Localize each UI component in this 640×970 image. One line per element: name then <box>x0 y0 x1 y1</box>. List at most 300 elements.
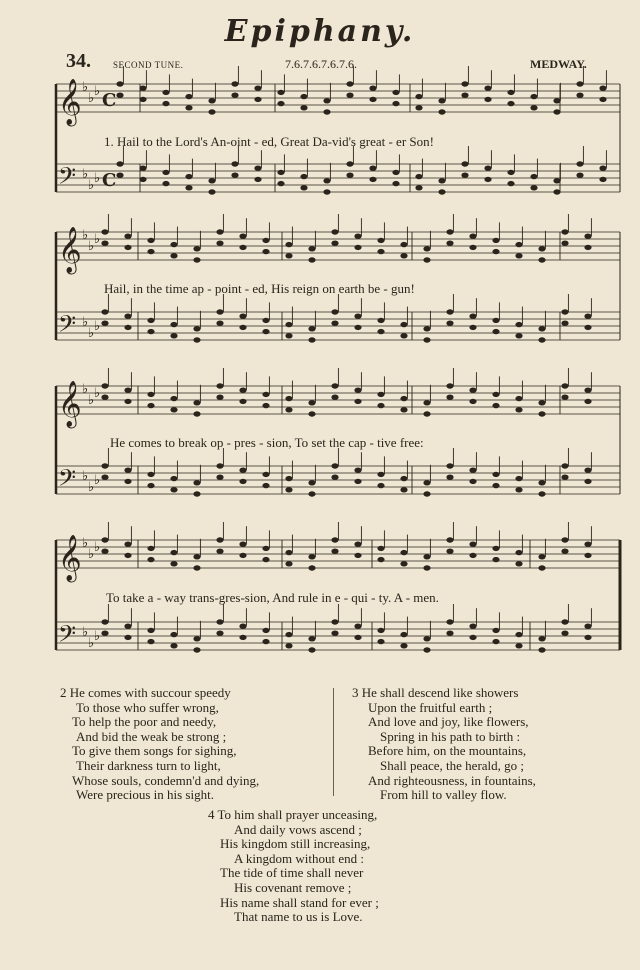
note-head <box>185 185 192 190</box>
note-head <box>193 411 200 416</box>
verse-line: A kingdom without end : <box>234 850 364 866</box>
verse-line: To give them songs for sighing, <box>72 743 237 759</box>
note-head <box>561 463 568 468</box>
flat-icon: ♭ <box>88 91 95 106</box>
note-head <box>239 388 246 393</box>
flat-icon: ♭ <box>94 171 101 186</box>
note-head <box>354 624 361 629</box>
note-head <box>515 643 522 648</box>
note-head <box>576 173 583 178</box>
note-head <box>584 468 591 473</box>
column-divider <box>333 688 334 796</box>
note-head <box>101 631 108 636</box>
note-head <box>124 553 131 558</box>
note-head <box>599 166 606 171</box>
note-head <box>599 97 606 102</box>
note-head <box>438 109 445 114</box>
note-head <box>346 161 353 166</box>
note-head <box>584 245 591 250</box>
note-head <box>469 325 476 330</box>
note-head <box>285 476 292 481</box>
note-head <box>216 619 223 624</box>
note-head <box>354 314 361 319</box>
note-head <box>584 553 591 558</box>
note-head <box>377 628 384 633</box>
note-head <box>400 322 407 327</box>
note-head <box>193 326 200 331</box>
flat-icon: ♭ <box>88 393 95 408</box>
flat-icon: ♭ <box>94 232 101 247</box>
verse-line: Upon the fruitful earth ; <box>368 699 493 715</box>
note-head <box>354 234 361 239</box>
note-head <box>515 632 522 637</box>
note-head <box>561 321 568 326</box>
note-head <box>193 491 200 496</box>
note-head <box>599 86 606 91</box>
note-head <box>446 321 453 326</box>
note-head <box>446 475 453 480</box>
note-head <box>469 624 476 629</box>
note-head <box>538 554 545 559</box>
note-head <box>170 643 177 648</box>
note-head <box>392 90 399 95</box>
verse-line: That name to us is Love. <box>234 909 363 925</box>
note-head <box>423 257 430 262</box>
note-head <box>507 181 514 186</box>
note-head <box>162 181 169 186</box>
note-head <box>354 479 361 484</box>
note-head <box>553 178 560 183</box>
note-head <box>308 565 315 570</box>
bass-clef-icon: 𝄢 <box>58 464 77 497</box>
note-head <box>423 400 430 405</box>
note-head <box>208 189 215 194</box>
note-head <box>124 624 131 629</box>
note-head <box>461 93 468 98</box>
note-head <box>170 407 177 412</box>
note-head <box>101 475 108 480</box>
note-head <box>285 550 292 555</box>
note-head <box>216 463 223 468</box>
note-head <box>139 97 146 102</box>
note-head <box>147 472 154 477</box>
note-head <box>124 314 131 319</box>
note-head <box>216 229 223 234</box>
note-head <box>492 403 499 408</box>
note-head <box>147 329 154 334</box>
note-head <box>124 479 131 484</box>
note-head <box>331 309 338 314</box>
note-head <box>415 185 422 190</box>
note-head <box>446 395 453 400</box>
note-head <box>484 166 491 171</box>
flat-icon: ♭ <box>88 636 95 651</box>
note-head <box>530 185 537 190</box>
note-head <box>285 643 292 648</box>
note-head <box>561 631 568 636</box>
note-head <box>576 161 583 166</box>
note-head <box>239 635 246 640</box>
note-head <box>331 463 338 468</box>
note-head <box>147 639 154 644</box>
note-head <box>354 553 361 558</box>
treble-clef-icon: 𝄞 <box>58 535 82 581</box>
note-head <box>538 491 545 496</box>
note-head <box>170 253 177 258</box>
note-head <box>331 475 338 480</box>
note-head <box>162 170 169 175</box>
note-head <box>139 177 146 182</box>
note-head <box>507 101 514 106</box>
verse-line: 2 He comes with succour speedy <box>60 685 231 700</box>
note-head <box>323 109 330 114</box>
note-head <box>285 561 292 566</box>
note-head <box>423 337 430 342</box>
note-head <box>147 318 154 323</box>
note-head <box>193 246 200 251</box>
flat-icon: ♭ <box>82 625 89 640</box>
note-head <box>170 396 177 401</box>
note-head <box>162 90 169 95</box>
note-head <box>469 635 476 640</box>
note-head <box>231 81 238 86</box>
note-head <box>208 109 215 114</box>
note-head <box>208 98 215 103</box>
note-head <box>147 546 154 551</box>
note-head <box>170 487 177 492</box>
note-head <box>446 463 453 468</box>
verse-line: His name shall stand for ever ; <box>220 894 379 910</box>
note-head <box>216 537 223 542</box>
note-head <box>216 321 223 326</box>
note-head <box>308 246 315 251</box>
note-head <box>492 546 499 551</box>
note-head <box>553 109 560 114</box>
note-head <box>254 86 261 91</box>
flat-icon: ♭ <box>82 228 89 243</box>
note-head <box>469 399 476 404</box>
note-head <box>331 321 338 326</box>
note-head <box>262 483 269 488</box>
note-head <box>415 105 422 110</box>
bass-clef-icon: 𝄢 <box>58 620 77 653</box>
flat-icon: ♭ <box>82 167 89 182</box>
note-head <box>346 81 353 86</box>
note-head <box>308 480 315 485</box>
note-head <box>239 245 246 250</box>
note-head <box>101 395 108 400</box>
note-head <box>124 468 131 473</box>
note-head <box>277 90 284 95</box>
note-head <box>254 166 261 171</box>
note-head <box>561 475 568 480</box>
note-head <box>561 383 568 388</box>
note-head <box>216 549 223 554</box>
verse-3 <box>352 686 536 803</box>
note-head <box>331 229 338 234</box>
note-head <box>239 314 246 319</box>
note-head <box>515 253 522 258</box>
verse-line: 3 He shall descend like showers <box>352 685 519 700</box>
note-head <box>423 565 430 570</box>
note-head <box>331 549 338 554</box>
note-head <box>239 234 246 239</box>
note-head <box>538 246 545 251</box>
note-head <box>193 257 200 262</box>
verse-line: To help the poor and needy, <box>72 714 217 730</box>
note-head <box>377 403 384 408</box>
note-head <box>346 93 353 98</box>
note-head <box>576 81 583 86</box>
verse-4 <box>208 808 379 925</box>
note-head <box>285 396 292 401</box>
note-head <box>400 242 407 247</box>
note-head <box>584 399 591 404</box>
note-head <box>369 86 376 91</box>
note-head <box>262 318 269 323</box>
note-head <box>538 636 545 641</box>
note-head <box>446 631 453 636</box>
note-head <box>400 333 407 338</box>
flat-icon: ♭ <box>82 80 89 95</box>
note-head <box>216 383 223 388</box>
note-head <box>216 631 223 636</box>
tune-name: MEDWAY. <box>530 57 587 71</box>
verse-line: Before him, on the mountains, <box>368 743 527 759</box>
note-head <box>285 487 292 492</box>
note-head <box>515 396 522 401</box>
note-head <box>124 542 131 547</box>
note-head <box>139 86 146 91</box>
note-head <box>584 542 591 547</box>
verse-line: The tide of time shall never <box>220 865 364 881</box>
verse-line: And daily vows ascend ; <box>234 821 362 837</box>
note-head <box>116 161 123 166</box>
note-head <box>392 101 399 106</box>
note-head <box>423 326 430 331</box>
note-head <box>484 86 491 91</box>
note-head <box>262 249 269 254</box>
note-head <box>231 93 238 98</box>
note-head <box>308 636 315 641</box>
note-head <box>553 189 560 194</box>
verse-line: His covenant remove ; <box>234 879 352 895</box>
note-head <box>530 94 537 99</box>
note-head <box>193 565 200 570</box>
note-head <box>231 161 238 166</box>
note-head <box>170 322 177 327</box>
note-head <box>584 624 591 629</box>
note-head <box>216 309 223 314</box>
note-head <box>584 388 591 393</box>
note-head <box>331 537 338 542</box>
note-head <box>515 487 522 492</box>
note-head <box>101 549 108 554</box>
note-head <box>262 238 269 243</box>
note-head <box>369 166 376 171</box>
note-head <box>124 245 131 250</box>
note-head <box>277 101 284 106</box>
note-head <box>208 178 215 183</box>
note-head <box>354 542 361 547</box>
flat-icon: ♭ <box>88 326 95 341</box>
note-head <box>530 105 537 110</box>
note-head <box>101 321 108 326</box>
note-head <box>101 241 108 246</box>
note-head <box>492 639 499 644</box>
note-head <box>377 238 384 243</box>
note-head <box>300 174 307 179</box>
note-head <box>584 234 591 239</box>
note-head <box>308 491 315 496</box>
bass-clef-icon: 𝄢 <box>58 310 77 343</box>
note-head <box>285 242 292 247</box>
note-head <box>277 181 284 186</box>
note-head <box>239 399 246 404</box>
note-head <box>185 174 192 179</box>
time-signature: C <box>102 170 117 191</box>
note-head <box>308 257 315 262</box>
verse-line: From hill to valley flow. <box>380 787 507 803</box>
note-head <box>446 229 453 234</box>
flat-icon: ♭ <box>94 319 101 334</box>
note-head <box>116 81 123 86</box>
note-head <box>446 537 453 542</box>
flat-icon: ♭ <box>88 239 95 254</box>
note-head <box>461 161 468 166</box>
note-head <box>193 400 200 405</box>
note-head <box>392 170 399 175</box>
verse-2 <box>60 686 259 803</box>
note-head <box>369 97 376 102</box>
note-head <box>492 249 499 254</box>
note-head <box>530 174 537 179</box>
note-head <box>469 542 476 547</box>
note-head <box>377 557 384 562</box>
note-head <box>231 173 238 178</box>
note-head <box>323 178 330 183</box>
note-head <box>239 468 246 473</box>
note-head <box>515 561 522 566</box>
note-head <box>446 383 453 388</box>
flat-icon: ♭ <box>94 84 101 99</box>
note-head <box>415 174 422 179</box>
note-head <box>170 242 177 247</box>
note-head <box>492 483 499 488</box>
note-head <box>515 407 522 412</box>
note-head <box>124 388 131 393</box>
note-head <box>423 554 430 559</box>
note-head <box>415 94 422 99</box>
note-head <box>538 326 545 331</box>
lyric-line-3: He comes to break op - pres - sion, To set the cap - tive free: <box>110 435 424 450</box>
flat-icon: ♭ <box>88 480 95 495</box>
note-head <box>185 105 192 110</box>
note-head <box>300 105 307 110</box>
note-head <box>124 234 131 239</box>
note-head <box>354 388 361 393</box>
note-head <box>285 322 292 327</box>
note-head <box>285 632 292 637</box>
note-head <box>193 480 200 485</box>
note-head <box>515 333 522 338</box>
note-head <box>584 314 591 319</box>
note-head <box>216 475 223 480</box>
note-head <box>446 549 453 554</box>
note-head <box>239 325 246 330</box>
verse-line: To those who suffer wrong, <box>76 699 219 715</box>
note-head <box>101 619 108 624</box>
note-head <box>354 325 361 330</box>
note-head <box>116 93 123 98</box>
note-head <box>377 249 384 254</box>
note-head <box>538 480 545 485</box>
note-head <box>331 619 338 624</box>
note-head <box>377 483 384 488</box>
note-head <box>507 90 514 95</box>
note-head <box>423 636 430 641</box>
note-head <box>538 647 545 652</box>
note-head <box>216 241 223 246</box>
treble-clef-icon: 𝄞 <box>58 227 82 273</box>
verse-line: Spring in his path to birth : <box>380 728 521 744</box>
note-head <box>515 550 522 555</box>
note-head <box>538 337 545 342</box>
note-head <box>369 177 376 182</box>
note-head <box>185 94 192 99</box>
note-head <box>277 170 284 175</box>
note-head <box>193 554 200 559</box>
note-head <box>239 542 246 547</box>
note-head <box>354 245 361 250</box>
note-head <box>308 647 315 652</box>
note-head <box>323 189 330 194</box>
note-head <box>515 242 522 247</box>
note-head <box>561 241 568 246</box>
note-head <box>101 309 108 314</box>
note-head <box>515 476 522 481</box>
verse-line: And love and joy, like flowers, <box>368 714 529 730</box>
note-head <box>308 337 315 342</box>
note-head <box>423 480 430 485</box>
verse-line: 4 To him shall prayer unceasing, <box>208 807 378 822</box>
note-head <box>446 619 453 624</box>
note-head <box>331 383 338 388</box>
note-head <box>101 383 108 388</box>
note-head <box>538 400 545 405</box>
note-head <box>400 643 407 648</box>
note-head <box>423 491 430 496</box>
note-head <box>492 557 499 562</box>
note-head <box>553 98 560 103</box>
note-head <box>469 245 476 250</box>
time-signature: C <box>102 90 117 111</box>
note-head <box>561 229 568 234</box>
note-head <box>400 550 407 555</box>
note-head <box>193 636 200 641</box>
flat-icon: ♭ <box>88 547 95 562</box>
note-head <box>170 561 177 566</box>
note-head <box>308 326 315 331</box>
note-head <box>484 177 491 182</box>
note-head <box>300 185 307 190</box>
note-head <box>354 399 361 404</box>
note-head <box>423 411 430 416</box>
note-head <box>323 98 330 103</box>
note-head <box>561 309 568 314</box>
note-head <box>469 388 476 393</box>
note-head <box>492 392 499 397</box>
